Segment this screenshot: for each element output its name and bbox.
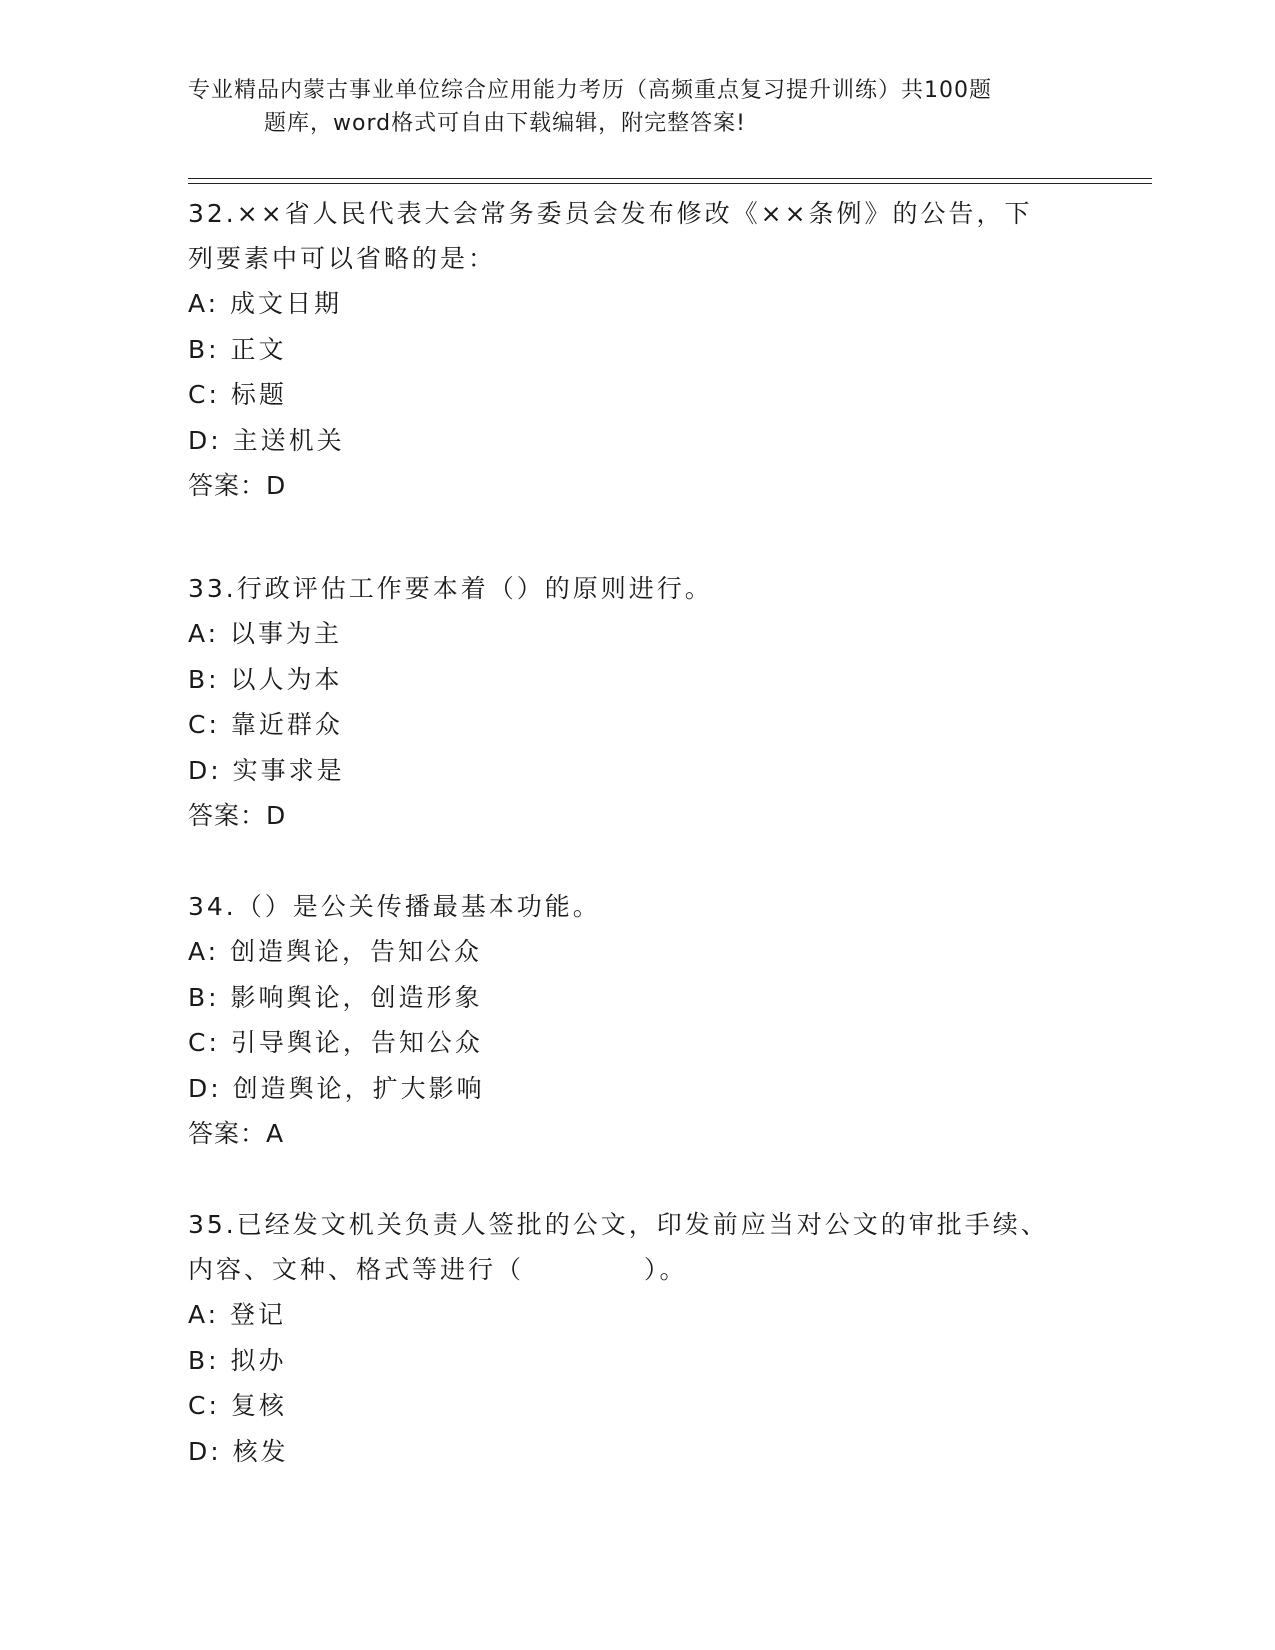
answer: 答案：A (188, 1119, 285, 1148)
option-c: C: 复核 (188, 1391, 287, 1420)
answer: 答案：D (188, 471, 287, 500)
header-divider-bottom (188, 183, 1152, 184)
header-line-1: 专业精品内蒙古事业单位综合应用能力考历（高频重点复习提升训练）共100题 (188, 78, 992, 103)
option-c: C: 靠近群众 (188, 710, 343, 739)
document-header (188, 74, 1088, 140)
question-text-line: 35.已经发文机关负责人签批的公文，印发前应当对公文的审批手续、 (188, 1210, 1049, 1239)
option-a: A: 以事为主 (188, 619, 343, 648)
option-b: B: 影响舆论，创造形象 (188, 982, 483, 1012)
option-d: D: 核发 (188, 1436, 289, 1466)
option-d: D: 实事求是 (188, 755, 345, 785)
option-b: B: 拟办 (188, 1345, 287, 1375)
question-text-fragment: ）。 (644, 1255, 688, 1284)
option-d: D: 主送机关 (188, 425, 345, 455)
answer: 答案：D (188, 801, 287, 830)
question-text-line: 34.（）是公关传播最基本功能。 (188, 892, 601, 921)
question-text-line: 列要素中可以省略的是： (188, 244, 497, 273)
question-text (188, 1199, 1088, 1292)
question-text-line: 32.××省人民代表大会常务委员会发布修改《××条例》的公告，下 (188, 199, 1033, 228)
option-b: B: 以人为本 (188, 664, 343, 694)
header-line-2: 题库，word格式可自由下载编辑，附完整答案! (264, 111, 746, 136)
option-a: A: 成文日期 (188, 289, 343, 318)
question-text (188, 188, 1088, 281)
question-33 (188, 563, 1088, 839)
header-divider-top (188, 178, 1152, 179)
question-text (188, 881, 1088, 929)
question-spacer (188, 509, 1088, 563)
question-spacer (188, 839, 1088, 881)
question-spacer (188, 1157, 1088, 1199)
question-text-fragment: 内容、文种、格式等进行（ (188, 1255, 525, 1284)
question-text-line: 33.行政评估工作要本着（）的原则进行。 (188, 574, 713, 603)
question-34 (188, 881, 1088, 1157)
option-b: B: 正文 (188, 334, 287, 364)
question-text-line (188, 1247, 1088, 1292)
question-text (188, 563, 1088, 611)
option-a: A: 登记 (188, 1300, 287, 1329)
option-d: D: 创造舆论，扩大影响 (188, 1073, 485, 1103)
option-c: C: 引导舆论，告知公众 (188, 1028, 483, 1057)
option-a: A: 创造舆论，告知公众 (188, 937, 483, 966)
option-c: C: 标题 (188, 380, 287, 409)
question-list (188, 188, 1088, 1474)
question-35 (188, 1199, 1088, 1474)
question-32 (188, 188, 1088, 509)
